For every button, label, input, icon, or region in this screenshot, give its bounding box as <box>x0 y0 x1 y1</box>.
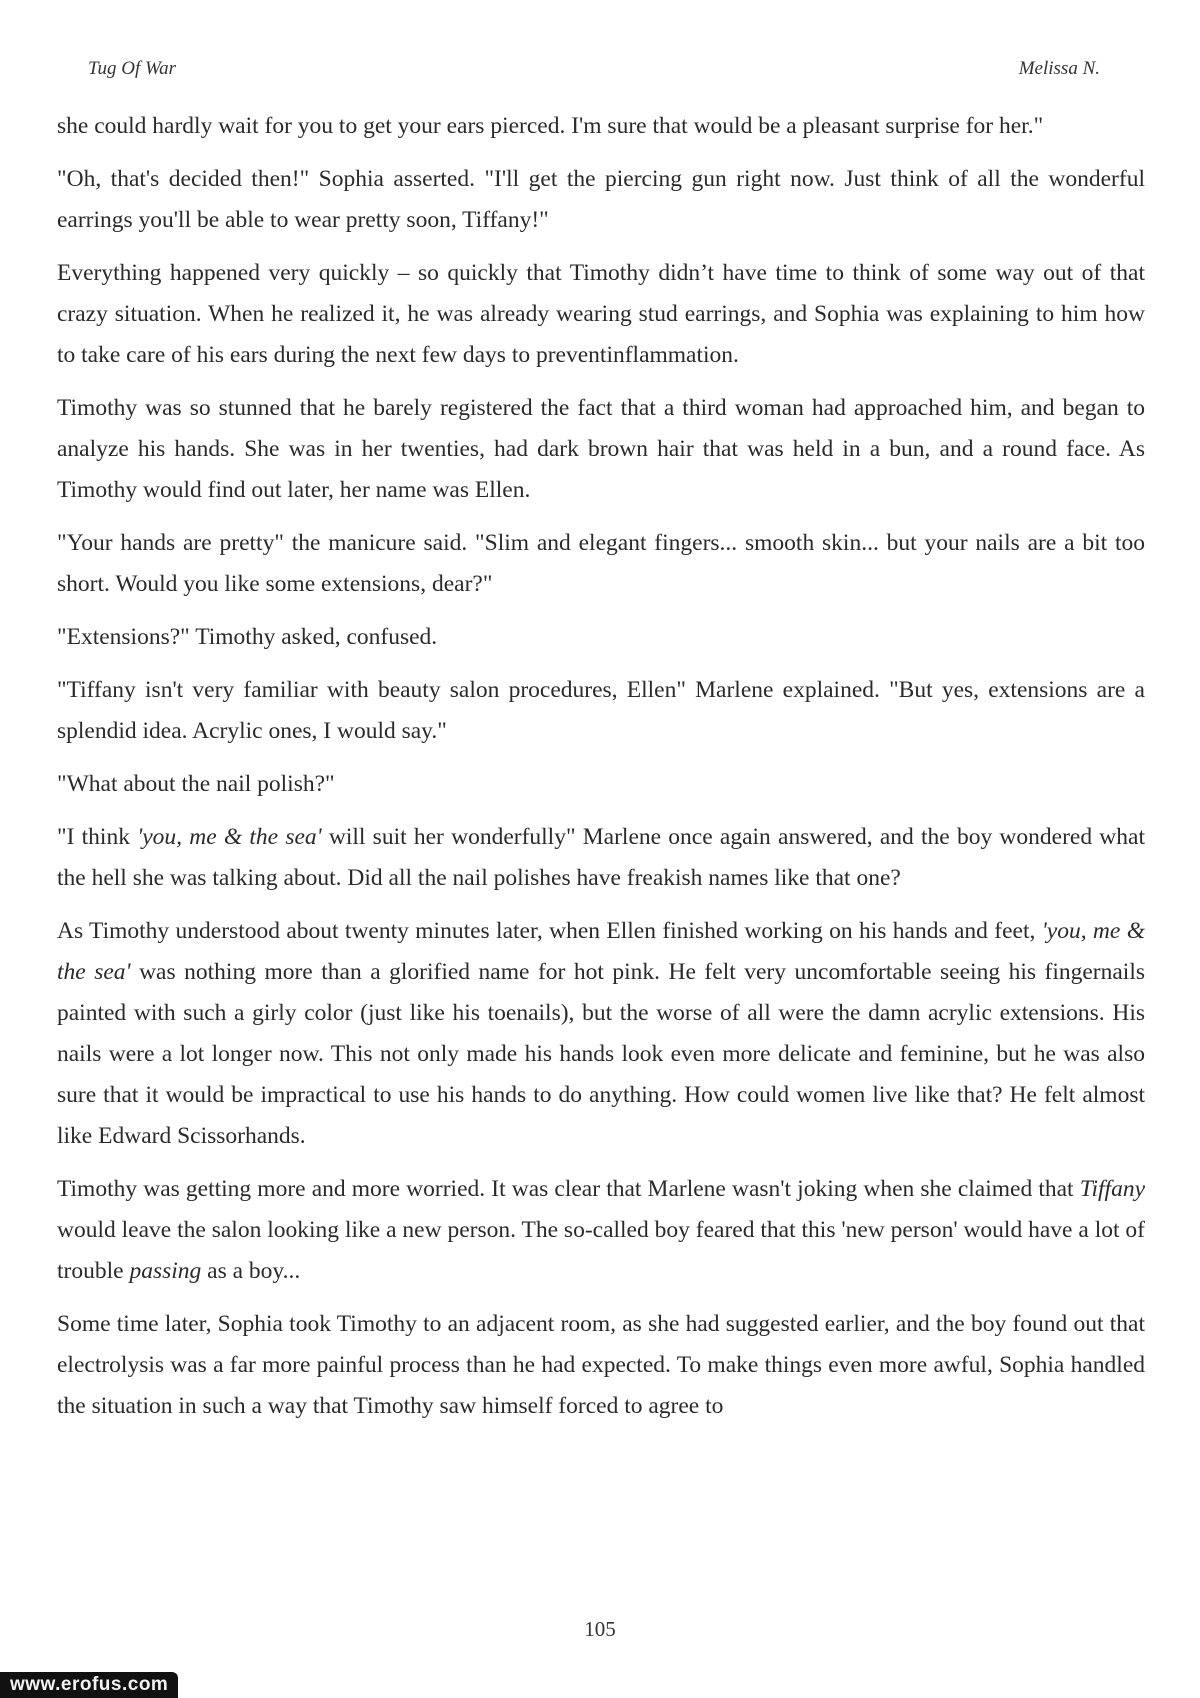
paragraph-electrolysis: Some time later, Sophia took Timothy to an adjacent room, as she had suggested earlier, and the boy found out that electrolysis was a far more painful process than he had expected. To make things even more awful, Sophia handled the situation in such a way that Timothy saw himself forced to agree to <box>57 1311 1145 1419</box>
text-run: as a boy... <box>201 1258 301 1284</box>
paragraph-twenty-minutes <box>57 911 1145 1157</box>
text-run: As Timothy understood about twenty minutes later, when Ellen finished working on his hands and feet, <box>57 918 1042 944</box>
paragraph: "Extensions?" Timothy asked, confused. <box>57 624 438 650</box>
paragraph: "Oh, that's decided then!" Sophia asserted. "I'll get the piercing gun right now. Just think of all the wonderful earrings you'll be able to wear pretty soon, Tiffany!" <box>57 166 1145 233</box>
page-number: 105 <box>584 1617 616 1641</box>
italic-text: 'you, me & the sea' <box>57 918 1145 985</box>
book-title: Tug Of War <box>88 58 176 79</box>
italic-text: Tiffany <box>1079 1176 1145 1202</box>
italic-text: passing <box>129 1258 202 1284</box>
text-run: will suit her wonderfully" Marlene once again answered, and the boy wondered what the hell she was talking about. Did all the nail polishes have freakish names like that one? <box>57 824 1145 891</box>
paragraph: she could hardly wait for you to get your ears pierced. I'm sure that would be a pleasant surprise for her." <box>57 113 1044 139</box>
paragraph: Timothy was so stunned that he barely registered the fact that a third woman had approached him, and began to analyze his hands. She was in her twenties, had dark brown hair that was held in a bun, and a round face. As Timothy would find out later, her name was Ellen. <box>57 395 1145 503</box>
author-name: Melissa N. <box>1018 58 1100 79</box>
watermark-text: www.erofus.com <box>10 1674 169 1695</box>
text-run: would leave the salon looking like a new person. The so-called boy feared that this 'new person' would have a lot of trouble <box>57 1217 1145 1284</box>
text-run: "I think <box>57 824 138 850</box>
paragraph-worried <box>57 1169 1145 1292</box>
page-header <box>88 58 1100 88</box>
paragraph-nail-polish-name <box>57 817 1145 899</box>
paragraph: "Your hands are pretty" the manicure said. "Slim and elegant fingers... smooth skin... but your nails are a bit too short. Would you like some extensions, dear?" <box>57 530 1145 597</box>
text-run: Timothy was getting more and more worried. It was clear that Marlene wasn't joking when she claimed that <box>57 1176 1080 1202</box>
paragraph: Everything happened very quickly – so quickly that Timothy didn’t have time to think of some way out of that crazy situation. When he realized it, he was already wearing stud earrings, and Sophia was explaining to him how to take care of his ears during the next few days to preventinflammation. <box>57 260 1145 368</box>
paragraph: "What about the nail polish?" <box>57 771 335 797</box>
paragraph: "Tiffany isn't very familiar with beauty salon procedures, Ellen" Marlene explained. "But yes, extensions are a splendid idea. Acrylic ones, I would say." <box>57 677 1145 744</box>
body-text <box>57 106 1145 1439</box>
text-run: was nothing more than a glorified name for hot pink. He felt very uncomfortable seeing his fingernails painted with such a girly color (just like his toenails), but the worse of all were the damn acrylic extensions. His nails were a lot longer now. This not only made his hands look even more delicate and feminine, but he was also sure that it would be impractical to use his hands to do anything. How could women live like that? He felt almost like Edward Scissorhands. <box>57 959 1146 1149</box>
italic-text: 'you, me & the sea' <box>137 824 322 850</box>
watermark <box>0 1672 178 1698</box>
